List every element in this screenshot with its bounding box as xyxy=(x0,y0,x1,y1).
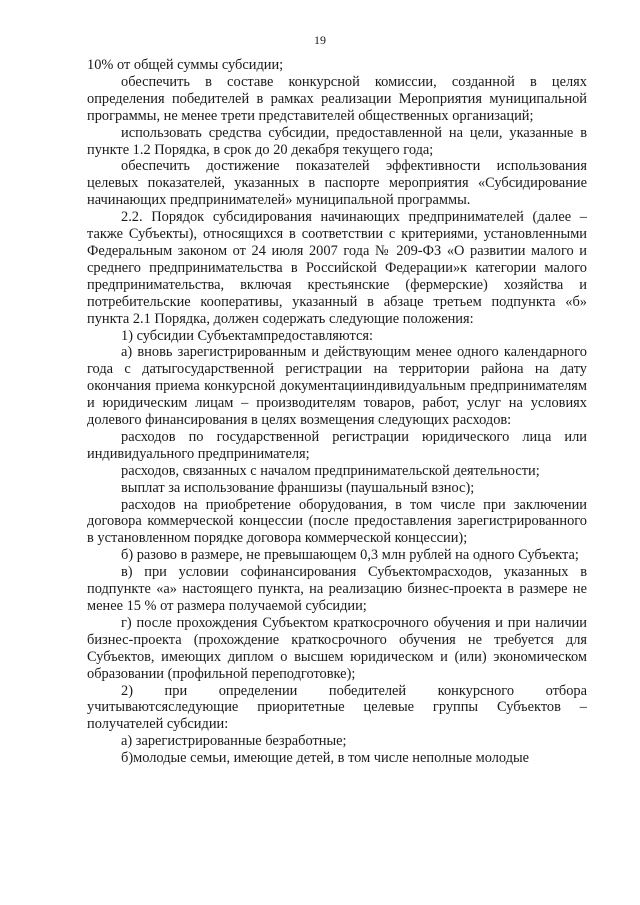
document-body xyxy=(87,57,587,767)
paragraph-7: а) вновь зарегистрированным и действующим менее одного календарного года с датыгосударственной регистрации на территории района на дату окончания приема конкурсной документацииндивидуальным предпринимателям и юридическим лицам – производителям товаров, работ, услуг на условиях долевого финансирования в целях возмещения следующих расходов: xyxy=(87,344,587,429)
paragraph-3: использовать средства субсидии, предоставленной на цели, указанные в пункте 1.2 Порядка, в срок до 20 декабря текущего года; xyxy=(87,124,587,158)
paragraph-14: г) после прохождения Субъектом краткосрочного обучения и при наличии бизнес-проекта (прохождение краткосрочного обучения не требуется для Субъектов, имеющих диплом о высшем юридическом и (или) экономическом образовании (профильной переподготовке); xyxy=(87,614,587,682)
paragraph-2: обеспечить в составе конкурсной комиссии, созданной в целях определения победителей в рамках реализации Мероприятия муниципальной программы, не менее трети представителей общественных организаций; xyxy=(87,73,587,124)
paragraph-1: 10% от общей суммы субсидии; xyxy=(87,57,284,73)
paragraph-15: 2) при определении победителей конкурсного отбора учитываютсяследующие приоритетные целевые группы Субъектов – получателей субсидии: xyxy=(87,682,587,733)
paragraph-16: а) зарегистрированные безработные; xyxy=(121,733,347,750)
paragraph-6: 1) субсидии Субъектампредоставляются: xyxy=(121,327,373,344)
paragraph-5: 2.2. Порядок субсидирования начинающих предпринимателей (далее – также Субъекты), относящихся в соответствии с критериями, установленными Федеральным законом от 24 июля 2007 года № 209-ФЗ «О развитии малого и среднего предпринимательства в Российской Федерации»к категории малого предпринимательства, включая крестьянские (фермерские) хозяйства и потребительские кооперативы, указанный в абзаце третьем подпункта «б» пункта 2.1 Порядка, должен содержать следующие положения: xyxy=(87,209,587,327)
paragraph-10: выплат за использование франшизы (паушальный взнос); xyxy=(121,479,475,496)
paragraph-8: расходов по государственной регистрации юридического лица или индивидуального предпринимателя; xyxy=(87,428,587,462)
page-number: 19 xyxy=(314,33,326,47)
paragraph-9: расходов, связанных с началом предпринимательской деятельности; xyxy=(121,462,540,479)
paragraph-4: обеспечить достижение показателей эффективности использования целевых показателей, указанных в паспорте мероприятия «Субсидирование начинающих предпринимателей» муниципальной программы. xyxy=(87,158,587,209)
paragraph-13: в) при условии софинансирования Субъектомрасходов, указанных в подпункте «а» настоящего пункта, на реализацию бизнес-проекта в размере не менее 15 % от размера получаемой субсидии; xyxy=(87,564,587,614)
paragraph-17: б)молодые семьи, имеющие детей, в том числе неполные молодые xyxy=(121,750,530,767)
paragraph-11: расходов на приобретение оборудования, в том числе при заключении договора коммерческой концессии (после предоставления зарегистрированного в установленном порядке договора коммерческой концессии); xyxy=(87,496,587,547)
paragraph-12: б) разово в размере, не превышающем 0,3 млн рублей на одного Субъекта; xyxy=(121,547,579,564)
